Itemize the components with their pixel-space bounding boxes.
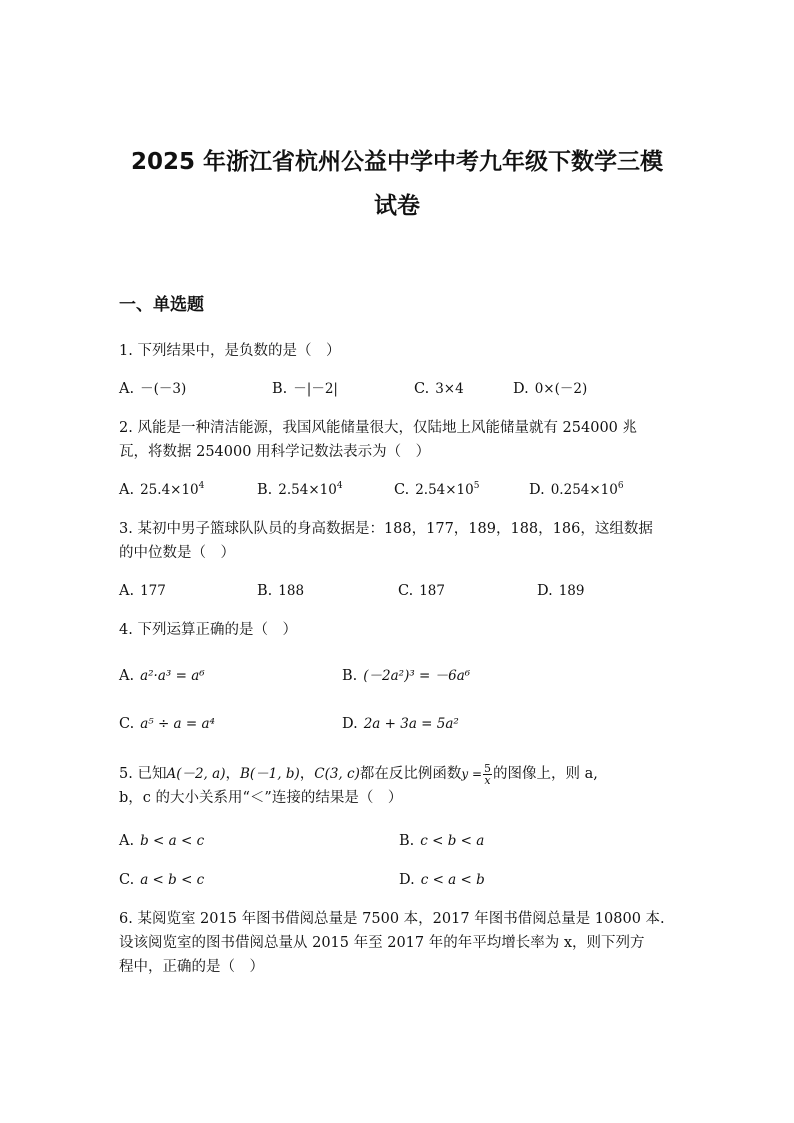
question-5-options-row-2 [119,868,679,892]
option-a: A. $25.4\times 10^4$ [119,481,205,498]
option-d: D. 2a + 3a = 5a² [342,716,459,732]
option-a: A. 177 [119,583,166,599]
question-4-options-row-1 [119,664,679,688]
question-1-stem: 1. 下列结果中，是负数的是（ ） [119,343,341,359]
question-4-options-row-2 [119,712,679,736]
option-c: C. a < b < c [119,872,205,888]
option-c: C. a⁵ ÷ a = a⁴ [119,716,215,732]
option-d: D. c < a < b [399,872,485,888]
option-b: B. －|－2| [272,381,338,397]
section-heading: 一、单选题 [119,295,204,315]
option-a: A. －(－3) [119,381,187,397]
page-title [100,140,694,228]
option-c: C. 187 [398,583,445,599]
question-3-options [119,579,679,603]
option-a: A. b < a < c [119,833,205,849]
question-5-options-row-1 [119,829,679,853]
option-b: B. c < b < a [399,833,485,849]
option-d: D. 189 [537,583,585,599]
question-5-stem: 5. 已知A(－2, a)，B(－1, b)，C(3, c)都在反比例函数y = $\frac{5}{x}$ 的图像上，则 a, b，c 的大小关系用“＜”连接的结果是（ ） [119,761,598,806]
question-2-options [119,478,679,502]
option-a: A. a²·a³ = a⁶ [119,668,205,684]
question-1-options [119,377,679,401]
question-3-stem: 3. 某初中男子篮球队队员的身高数据是：188，177，189，188，186，这组数据 的中位数是（ ） [119,521,653,561]
question-2-stem: 2. 风能是一种清洁能源，我国风能储量很大，仅陆地上风能储量就有 254000 兆 瓦，将数据 254000 用科学记数法表示为（ ） [119,420,638,460]
option-b: B. 188 [257,583,305,599]
option-d: D. $0.254\times 10^6$ [529,481,624,498]
question-4-stem: 4. 下列运算正确的是（ ） [119,622,297,638]
option-d: D. 0×(－2) [513,381,588,397]
title-line-2: 试卷 [374,193,420,219]
option-b: B. $2.54\times 10^4$ [257,481,343,498]
option-c: C. $2.54\times 10^5$ [394,481,480,498]
option-c: C. 3×4 [414,381,464,397]
question-6-stem: 6. 某阅览室 2015 年图书借阅总量是 7500 本，2017 年图书借阅总量是 10800 本. 设该阅览室的图书借阅总量从 2015 年至 2017 年的年平均增长率为 x，则下列方 程中，正确的是（ ） [119,911,665,975]
option-b: B. (－2a²)³ = －6a⁶ [342,668,471,684]
fraction-5-over-x: $\frac{5}{x}$ [484,761,492,787]
title-line-1: 2025 年浙江省杭州公益中学中考九年级下数学三模 [130,149,664,175]
